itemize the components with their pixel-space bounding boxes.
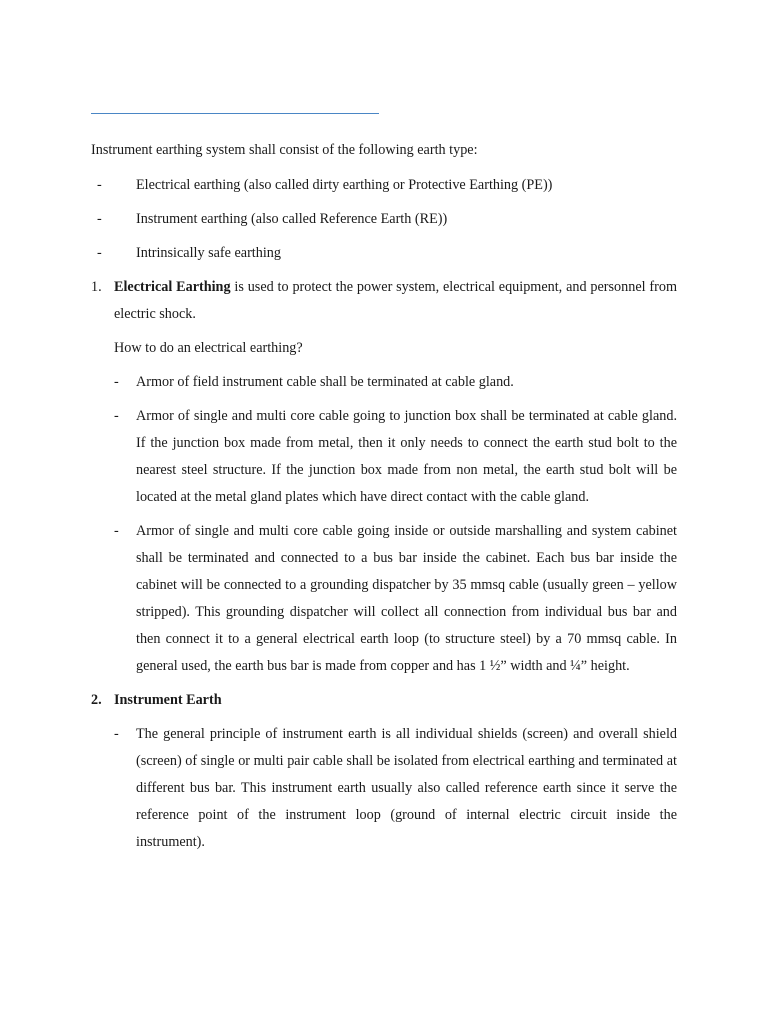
bullet-dash: - <box>97 211 102 227</box>
list-item <box>91 721 677 856</box>
list-item-text: Armor of single and multi core cable going to junction box shall be terminated at cable gland. If the junction box made from metal, then it only needs to connect the earth stud bolt to the nearest steel structure. If the junction box made from non metal, the earth stud bolt will be located at the metal gland plates which have direct contact with the cable gland. <box>136 408 677 505</box>
list-item-text: Armor of field instrument cable shall be terminated at cable gland. <box>136 374 514 390</box>
bullet-dash: - <box>97 177 102 193</box>
earth-type-item <box>91 172 677 199</box>
list-item <box>91 403 677 511</box>
intro-text: Instrument earthing system shall consist of the following earth type: <box>91 142 478 158</box>
list-item <box>91 518 677 680</box>
document-body <box>91 137 677 863</box>
bullet-dash: - <box>114 408 119 424</box>
section-title: Instrument Earth <box>114 692 222 708</box>
section-number: 1. <box>91 279 102 295</box>
earth-type-item <box>91 206 677 233</box>
section-number: 2. <box>91 692 102 708</box>
earth-type-text: Intrinsically safe earthing <box>136 245 281 261</box>
list-item-text: The general principle of instrument earth is all individual shields (screen) and overall shield (screen) of single or multi pair cable shall be isolated from electrical earthing and terminated at different bus bar. This instrument earth usually also called reference earth since it serve the reference point of the instrument loop (ground of internal electric circuit inside the instrument). <box>136 726 677 850</box>
list-item-text: Armor of single and multi core cable going inside or outside marshalling and system cabinet shall be terminated and connected to a bus bar inside the cabinet. Each bus bar inside the cabinet will be connected to a grounding dispatcher by 35 mmsq cable (usually green – yellow stripped). This grounding dispatcher will collect all connection from individual bus bar and then connect it to a general electrical earth loop (to structure steel) by a 70 mmsq cable. In general used, the earth bus bar is made from copper and has 1 ½” width and ¼” height. <box>136 523 677 674</box>
bullet-dash: - <box>97 245 102 261</box>
header-rule <box>91 113 379 114</box>
earth-type-text: Electrical earthing (also called dirty earthing or Protective Earthing (PE)) <box>136 177 553 193</box>
bullet-dash: - <box>114 726 119 742</box>
earth-type-item <box>91 240 677 267</box>
section-instrument-earth <box>91 687 677 714</box>
section-electrical-earthing <box>91 274 677 328</box>
section-question: How to do an electrical earthing? <box>114 340 303 356</box>
list-item <box>91 369 677 396</box>
bullet-dash: - <box>114 374 119 390</box>
section-description: is used to protect the power system, electrical equipment, and personnel from electric shock. <box>114 279 677 322</box>
bullet-dash: - <box>114 523 119 539</box>
earth-type-text: Instrument earthing (also called Reference Earth (RE)) <box>136 211 448 227</box>
section-title: Electrical Earthing <box>114 279 231 295</box>
